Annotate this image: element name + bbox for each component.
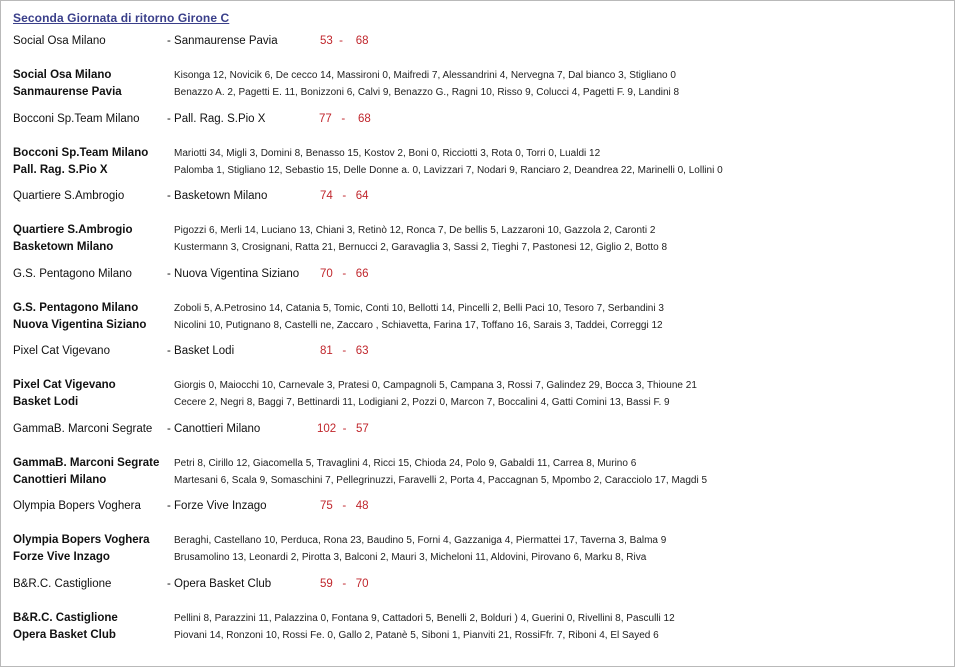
- scorers-team-name: Opera Basket Club: [13, 628, 116, 641]
- scorers-row: [1, 629, 951, 645]
- final-score: 53 - 68: [320, 35, 369, 47]
- scorers-team-name: B&R.C. Castiglione: [13, 611, 118, 624]
- scorers-list: Kustermann 3, Crosignani, Ratta 21, Bernucci 2, Garavaglia 3, Sassi 2, Tieghi 7, Pastonesi 12, Giglio 2, Botto 8: [174, 242, 668, 253]
- scorers-row: [1, 474, 951, 490]
- scorers-row: [1, 69, 951, 85]
- scorers-list: Palomba 1, Stigliano 12, Sebastio 15, Delle Donne a. 0, Lavizzari 7, Nodari 9, Ranciaro 2, Deandrea 22, Marinelli 0, Lollini 0: [174, 164, 723, 176]
- scorers-list: Pellini 8, Parazzini 11, Palazzina 0, Fontana 9, Cattadori 5, Benelli 2, Bolduri ) 4, Guerini 0, Rivellini 8, Pasculli 12: [174, 612, 675, 624]
- scorers-team-name: Pixel Cat Vigevano: [13, 379, 116, 391]
- final-score: 59 - 70: [320, 577, 369, 590]
- scorers-list: Mariotti 34, Migli 3, Domini 8, Benasso 15, Kostov 2, Boni 0, Ricciotti 3, Rota 0, Torri 0, Lualdi 12: [174, 147, 601, 159]
- scorers-list: Beraghi, Castellano 10, Perduca, Rona 23, Baudino 5, Forni 4, Gazzaniga 4, Piermattei 17, Taverna 3, Balma 9: [174, 535, 667, 546]
- scorers-team-name: Canottieri Milano: [13, 473, 107, 486]
- scorers-team-name: Basket Lodi: [13, 396, 79, 408]
- scorers-team-name: G.S. Pentagono Milano: [13, 301, 139, 314]
- scorers-team-name: Forze Vive Inzago: [13, 551, 110, 563]
- scorers-list: Piovani 14, Ronzoni 10, Rossi Fe. 0, Gallo 2, Patanè 5, Siboni 1, Pianviti 21, RossiFfr. 7, Riboni 4, El Sayed 6: [174, 629, 659, 641]
- scorers-row: [1, 241, 951, 257]
- away-team: - Basket Lodi: [167, 345, 235, 357]
- final-score: 102 - 57: [317, 422, 369, 435]
- final-score: 74 - 64: [320, 190, 369, 202]
- home-team: Pixel Cat Vigevano: [13, 345, 110, 357]
- scorers-team-name: Pall. Rag. S.Pio X: [13, 163, 108, 176]
- match-result-row: [1, 345, 941, 361]
- away-team: - Nuova Vigentina Siziano: [167, 267, 300, 280]
- scorers-row: [1, 164, 951, 180]
- scorers-list: Nicolini 10, Putignano 8, Castelli ne, Zaccaro , Schiavetta, Farina 17, Toffano 16, Sarais 3, Taddei, Correggi 12: [174, 319, 663, 331]
- home-team: Olympia Bopers Voghera: [13, 500, 141, 512]
- match-result-row: [1, 500, 941, 516]
- scorers-row: [1, 612, 951, 628]
- away-team: - Canottieri Milano: [167, 422, 261, 435]
- scorers-list: Pigozzi 6, Merli 14, Luciano 13, Chiani 3, Retinò 12, Ronca 7, De bellis 5, Lazzaroni 10, Gazzola 2, Caronti 2: [174, 225, 656, 236]
- scorers-row: [1, 224, 951, 240]
- scorers-team-name: Quartiere S.Ambrogio: [13, 224, 133, 236]
- home-team: Social Osa Milano: [13, 35, 106, 47]
- away-team: - Basketown Milano: [167, 190, 268, 202]
- scorers-list: Cecere 2, Negri 8, Baggi 7, Bettinardi 11, Lodigiani 2, Pozzi 0, Marcon 7, Boccalini 4, Gatti Comini 13, Bassi F. 9: [174, 397, 670, 408]
- scorers-list: Giorgis 0, Maiocchi 10, Carnevale 3, Pratesi 0, Campagnoli 5, Campana 3, Rossi 7, Galindez 29, Bocca 3, Thioune 21: [174, 380, 697, 391]
- match-result-row: [1, 268, 941, 284]
- scorers-row: [1, 396, 951, 412]
- home-team: Bocconi Sp.Team Milano: [13, 112, 140, 125]
- away-team: - Opera Basket Club: [167, 577, 272, 590]
- home-team: B&R.C. Castiglione: [13, 577, 112, 590]
- match-result-row: [1, 35, 941, 51]
- final-score: 70 - 66: [320, 267, 369, 280]
- home-team: Quartiere S.Ambrogio: [13, 190, 125, 202]
- match-result-row: [1, 578, 941, 594]
- away-team: - Sanmaurense Pavia: [167, 35, 278, 47]
- scorers-team-name: Bocconi Sp.Team Milano: [13, 146, 149, 159]
- scorers-team-name: Social Osa Milano: [13, 69, 112, 81]
- scorers-team-name: Basketown Milano: [13, 241, 114, 253]
- scorers-list: Zoboli 5, A.Petrosino 14, Catania 5, Tomic, Conti 10, Bellotti 14, Pincelli 2, Belli Paci 10, Tesoro 7, Serbandini 3: [174, 302, 664, 314]
- page-title[interactable]: Seconda Giornata di ritorno Girone C: [13, 11, 230, 25]
- scorers-list: Benazzo A. 2, Pagetti E. 11, Bonizzoni 6, Calvi 9, Benazzo G., Ragni 10, Risso 9, Colucci 4, Pagetti F. 9, Landini 8: [174, 87, 680, 98]
- scorers-team-name: Sanmaurense Pavia: [13, 86, 122, 98]
- scorers-list: Martesani 6, Scala 9, Somaschini 7, Pellegrinuzzi, Faravelli 2, Porta 4, Paccagnan 5, Mpombo 2, Caracciolo 17, Magdi 5: [174, 474, 708, 486]
- scorers-row: [1, 86, 951, 102]
- away-team: - Forze Vive Inzago: [167, 500, 267, 512]
- home-team: GammaB. Marconi Segrate: [13, 422, 153, 435]
- final-score: 75 - 48: [320, 500, 369, 512]
- scorers-row: [1, 457, 951, 473]
- match-result-row: [1, 423, 941, 439]
- scorers-row: [1, 319, 951, 335]
- scorers-row: [1, 534, 951, 550]
- scorers-team-name: GammaB. Marconi Segrate: [13, 456, 160, 469]
- match-result-row: [1, 190, 941, 206]
- match-result-row: [1, 113, 941, 129]
- away-team: - Pall. Rag. S.Pio X: [167, 112, 266, 125]
- scorers-list: Kisonga 12, Novicik 6, De cecco 14, Massironi 0, Maifredi 7, Alessandrini 4, Nervegna 7, Dal bianco 3, Stigliano 0: [174, 70, 676, 81]
- home-team: G.S. Pentagono Milano: [13, 267, 132, 280]
- scorers-team-name: Olympia Bopers Voghera: [13, 534, 150, 546]
- scorers-row: [1, 551, 951, 567]
- scorers-list: Brusamolino 13, Leonardi 2, Pirotta 3, Balconi 2, Mauri 3, Micheloni 11, Aldovini, Pirovano 6, Marku 8, Riva: [174, 552, 647, 563]
- scorers-row: [1, 302, 951, 318]
- scorers-list: Petri 8, Cirillo 12, Giacomella 5, Travaglini 4, Ricci 15, Chioda 24, Polo 9, Gabaldi 11, Carrea 8, Murino 6: [174, 457, 637, 469]
- scorers-row: [1, 147, 951, 163]
- final-score: 77 - 68: [319, 112, 371, 125]
- scorers-team-name: Nuova Vigentina Siziano: [13, 318, 147, 331]
- scorers-row: [1, 379, 951, 395]
- final-score: 81 - 63: [320, 345, 369, 357]
